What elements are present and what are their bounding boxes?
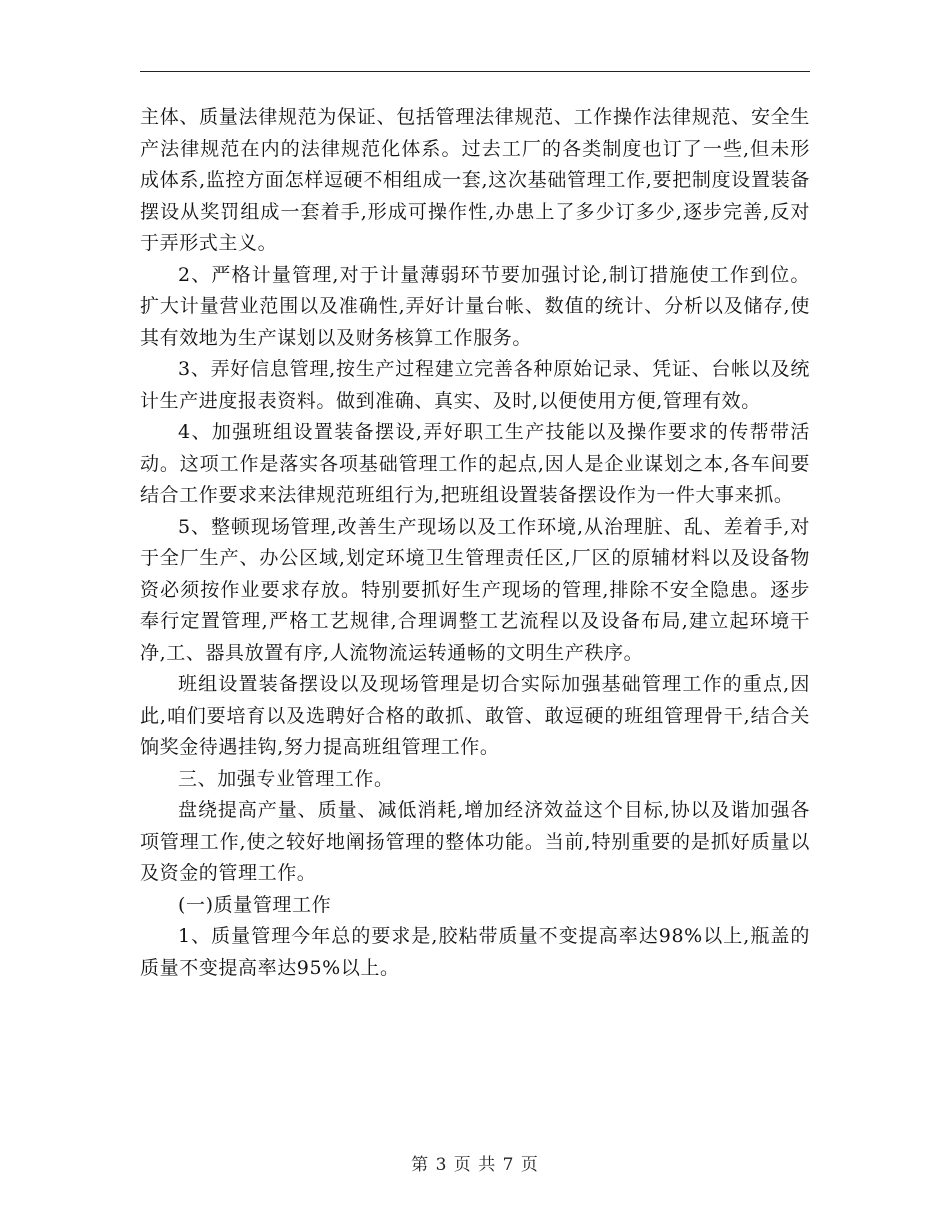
document-body <box>140 102 810 984</box>
paragraph-summary: 班组设置装备摆设以及现场管理是切合实际加强基础管理工作的重点,因此,咱们要培育以及选聘好合格的敢抓、敢管、敢逗硬的班组管理骨干,结合关饷奖金待遇挂钩,努力提高班组管理工作。 <box>140 673 810 758</box>
paragraph-item-4: 4、加强班组设置装备摆设,弄好职工生产技能以及操作要求的传帮带活动。这项工作是落实各项基础管理工作的起点,因人是企业谋划之本,各车间要结合工作要求来法律规范班组行为,把班组设置装备摆设作为一件大事来抓。 <box>140 421 810 506</box>
paragraph-continuation: 主体、质量法律规范为保证、包括管理法律规范、工作操作法律规范、安全生产法律规范在内的法律规范化体系。过去工厂的各类制度也订了一些,但未形成体系,监控方面怎样逗硬不相组成一套,这次基础管理工作,要把制度设置装备摆设从奖罚组成一套着手,形成可操作性,办患上了多少订多少,逐步完善,反对于弄形式主义。 <box>140 106 810 254</box>
paragraph-section-intro: 盘绕提高产量、质量、减低消耗,增加经济效益这个目标,协以及谐加强各项管理工作,使之较好地阐扬管理的整体功能。当前,特别重要的是抓好质量以及资金的管理工作。 <box>140 799 810 884</box>
paragraph-quality-item-1: 1、质量管理今年总的要求是,胶粘带质量不变提高率达98%以上,瓶盖的质量不变提高率达95%以上。 <box>140 925 810 979</box>
header-rule <box>140 71 810 72</box>
paragraph-item-3: 3、弄好信息管理,按生产过程建立完善各种原始记录、凭证、台帐以及统计生产进度报表资料。做到准确、真实、及时,以便使用方便,管理有效。 <box>140 358 810 412</box>
page-footer: 第 3 页 共 7 页 <box>411 1155 539 1175</box>
section-heading-3: 三、加强专业管理工作。 <box>178 767 394 790</box>
paragraph-item-5: 5、整顿现场管理,改善生产现场以及工作环境,从治理脏、乱、差着手,对于全厂生产、办公区域,划定环境卫生管理责任区,厂区的原辅材料以及设备物资必须按作业要求存放。特别要抓好生产现场的管理,排除不安全隐患。逐步奉行定置管理,严格工艺规律,合理调整工艺流程以及设备布局,建立起环境干净,工、器具放置有序,人流物流运转通畅的文明生产秩序。 <box>140 515 810 664</box>
subsection-heading-quality: (一)质量管理工作 <box>178 893 332 916</box>
paragraph-item-2: 2、严格计量管理,对于计量薄弱环节要加强讨论,制订措施使工作到位。扩大计量营业范围以及准确性,弄好计量台帐、数值的统计、分析以及储存,使其有效地为生产谋划以及财务核算工作服务。 <box>140 263 810 349</box>
